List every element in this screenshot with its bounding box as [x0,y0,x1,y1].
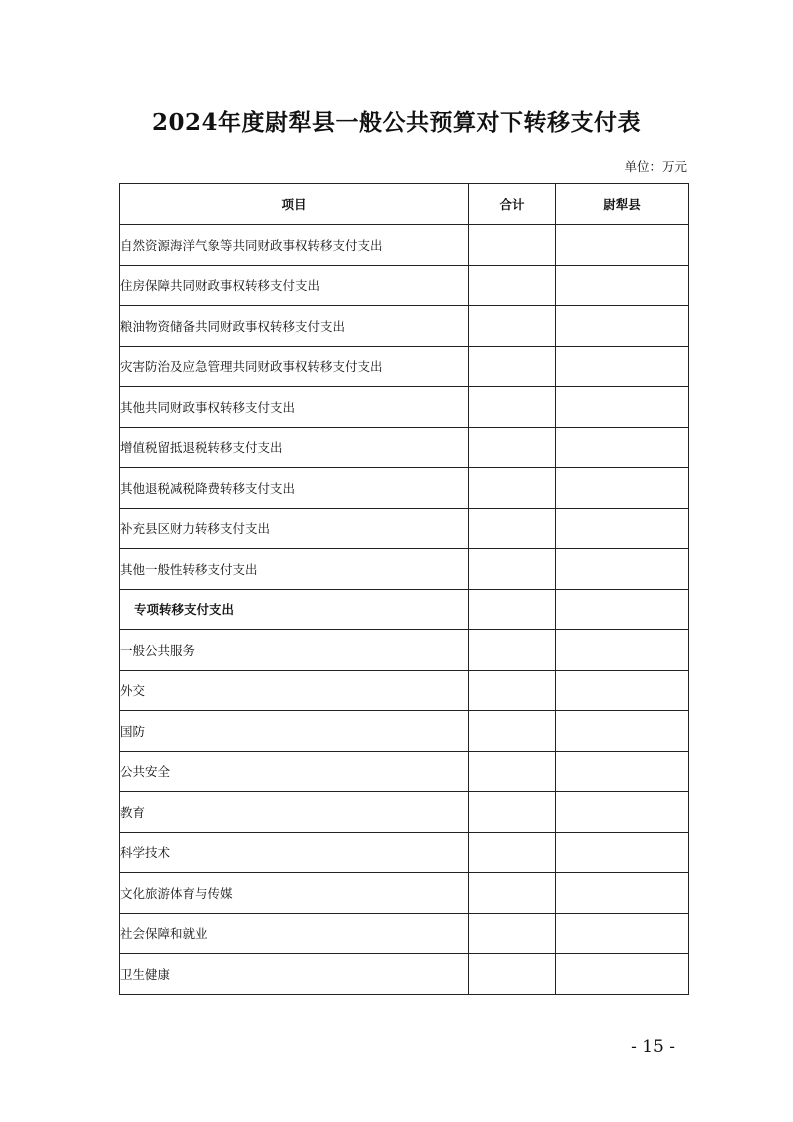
county-cell [556,873,689,914]
county-cell [556,346,689,387]
column-header-total: 合计 [469,184,556,225]
item-label-cell: 其他一般性转移支付支出 [120,549,469,590]
county-cell [556,954,689,995]
item-label-cell: 公共安全 [120,751,469,792]
table-row [120,913,689,954]
county-cell [556,225,689,266]
total-cell [469,711,556,752]
total-cell [469,225,556,266]
county-cell [556,832,689,873]
table-row [120,549,689,590]
total-cell [469,549,556,590]
county-cell [556,549,689,590]
item-label-cell: 外交 [120,670,469,711]
table-row [120,792,689,833]
total-cell [469,832,556,873]
page-title: 2024年度尉犁县一般公共预算对下转移支付表 [151,109,641,136]
county-cell [556,427,689,468]
unit-label: 单位：万元 [624,159,687,174]
county-cell [556,913,689,954]
item-label-cell: 灾害防治及应急管理共同财政事权转移支付支出 [120,346,469,387]
county-cell [556,792,689,833]
table-row [120,711,689,752]
item-label-cell: 科学技术 [120,832,469,873]
total-cell [469,630,556,671]
table-row [120,751,689,792]
item-label-cell: 一般公共服务 [120,630,469,671]
page-number: - 15 - [631,1037,675,1057]
table-row [120,670,689,711]
total-cell [469,346,556,387]
item-label-cell: 国防 [120,711,469,752]
table-row [120,427,689,468]
item-label-cell: 文化旅游体育与传媒 [120,873,469,914]
item-label-cell: 自然资源海洋气象等共同财政事权转移支付支出 [120,225,469,266]
table-row [120,225,689,266]
item-label-cell: 补充县区财力转移支付支出 [120,508,469,549]
item-label-cell: 增值税留抵退税转移支付支出 [120,427,469,468]
total-cell [469,751,556,792]
county-cell [556,508,689,549]
county-cell [556,670,689,711]
item-label-cell: 住房保障共同财政事权转移支付支出 [120,265,469,306]
item-label-cell: 粮油物资储备共同财政事权转移支付支出 [120,306,469,347]
total-cell [469,265,556,306]
table-row [120,630,689,671]
total-cell [469,589,556,630]
county-cell [556,589,689,630]
section-heading-cell: 专项转移支付支出 [120,589,469,630]
total-cell [469,670,556,711]
table-row [120,508,689,549]
county-cell [556,630,689,671]
total-cell [469,427,556,468]
column-header-item: 项目 [120,184,469,225]
table-row [120,954,689,995]
transfer-payment-table [119,183,689,995]
item-label-cell: 其他退税减税降费转移支付支出 [120,468,469,509]
county-cell [556,265,689,306]
county-cell [556,711,689,752]
item-label-cell: 卫生健康 [120,954,469,995]
table-row [120,306,689,347]
table-row [120,265,689,306]
item-label-cell: 其他共同财政事权转移支付支出 [120,387,469,428]
county-cell [556,387,689,428]
column-header-county: 尉犁县 [556,184,689,225]
table-body [120,225,689,995]
county-cell [556,306,689,347]
table-header-row [120,184,689,225]
table-row [120,873,689,914]
table-row [120,387,689,428]
county-cell [556,751,689,792]
item-label-cell: 教育 [120,792,469,833]
total-cell [469,873,556,914]
item-label-cell: 社会保障和就业 [120,913,469,954]
table-row [120,589,689,630]
county-cell [556,468,689,509]
total-cell [469,792,556,833]
total-cell [469,913,556,954]
total-cell [469,508,556,549]
total-cell [469,468,556,509]
table-row [120,346,689,387]
total-cell [469,306,556,347]
total-cell [469,387,556,428]
total-cell [469,954,556,995]
table-row [120,468,689,509]
table-row [120,832,689,873]
